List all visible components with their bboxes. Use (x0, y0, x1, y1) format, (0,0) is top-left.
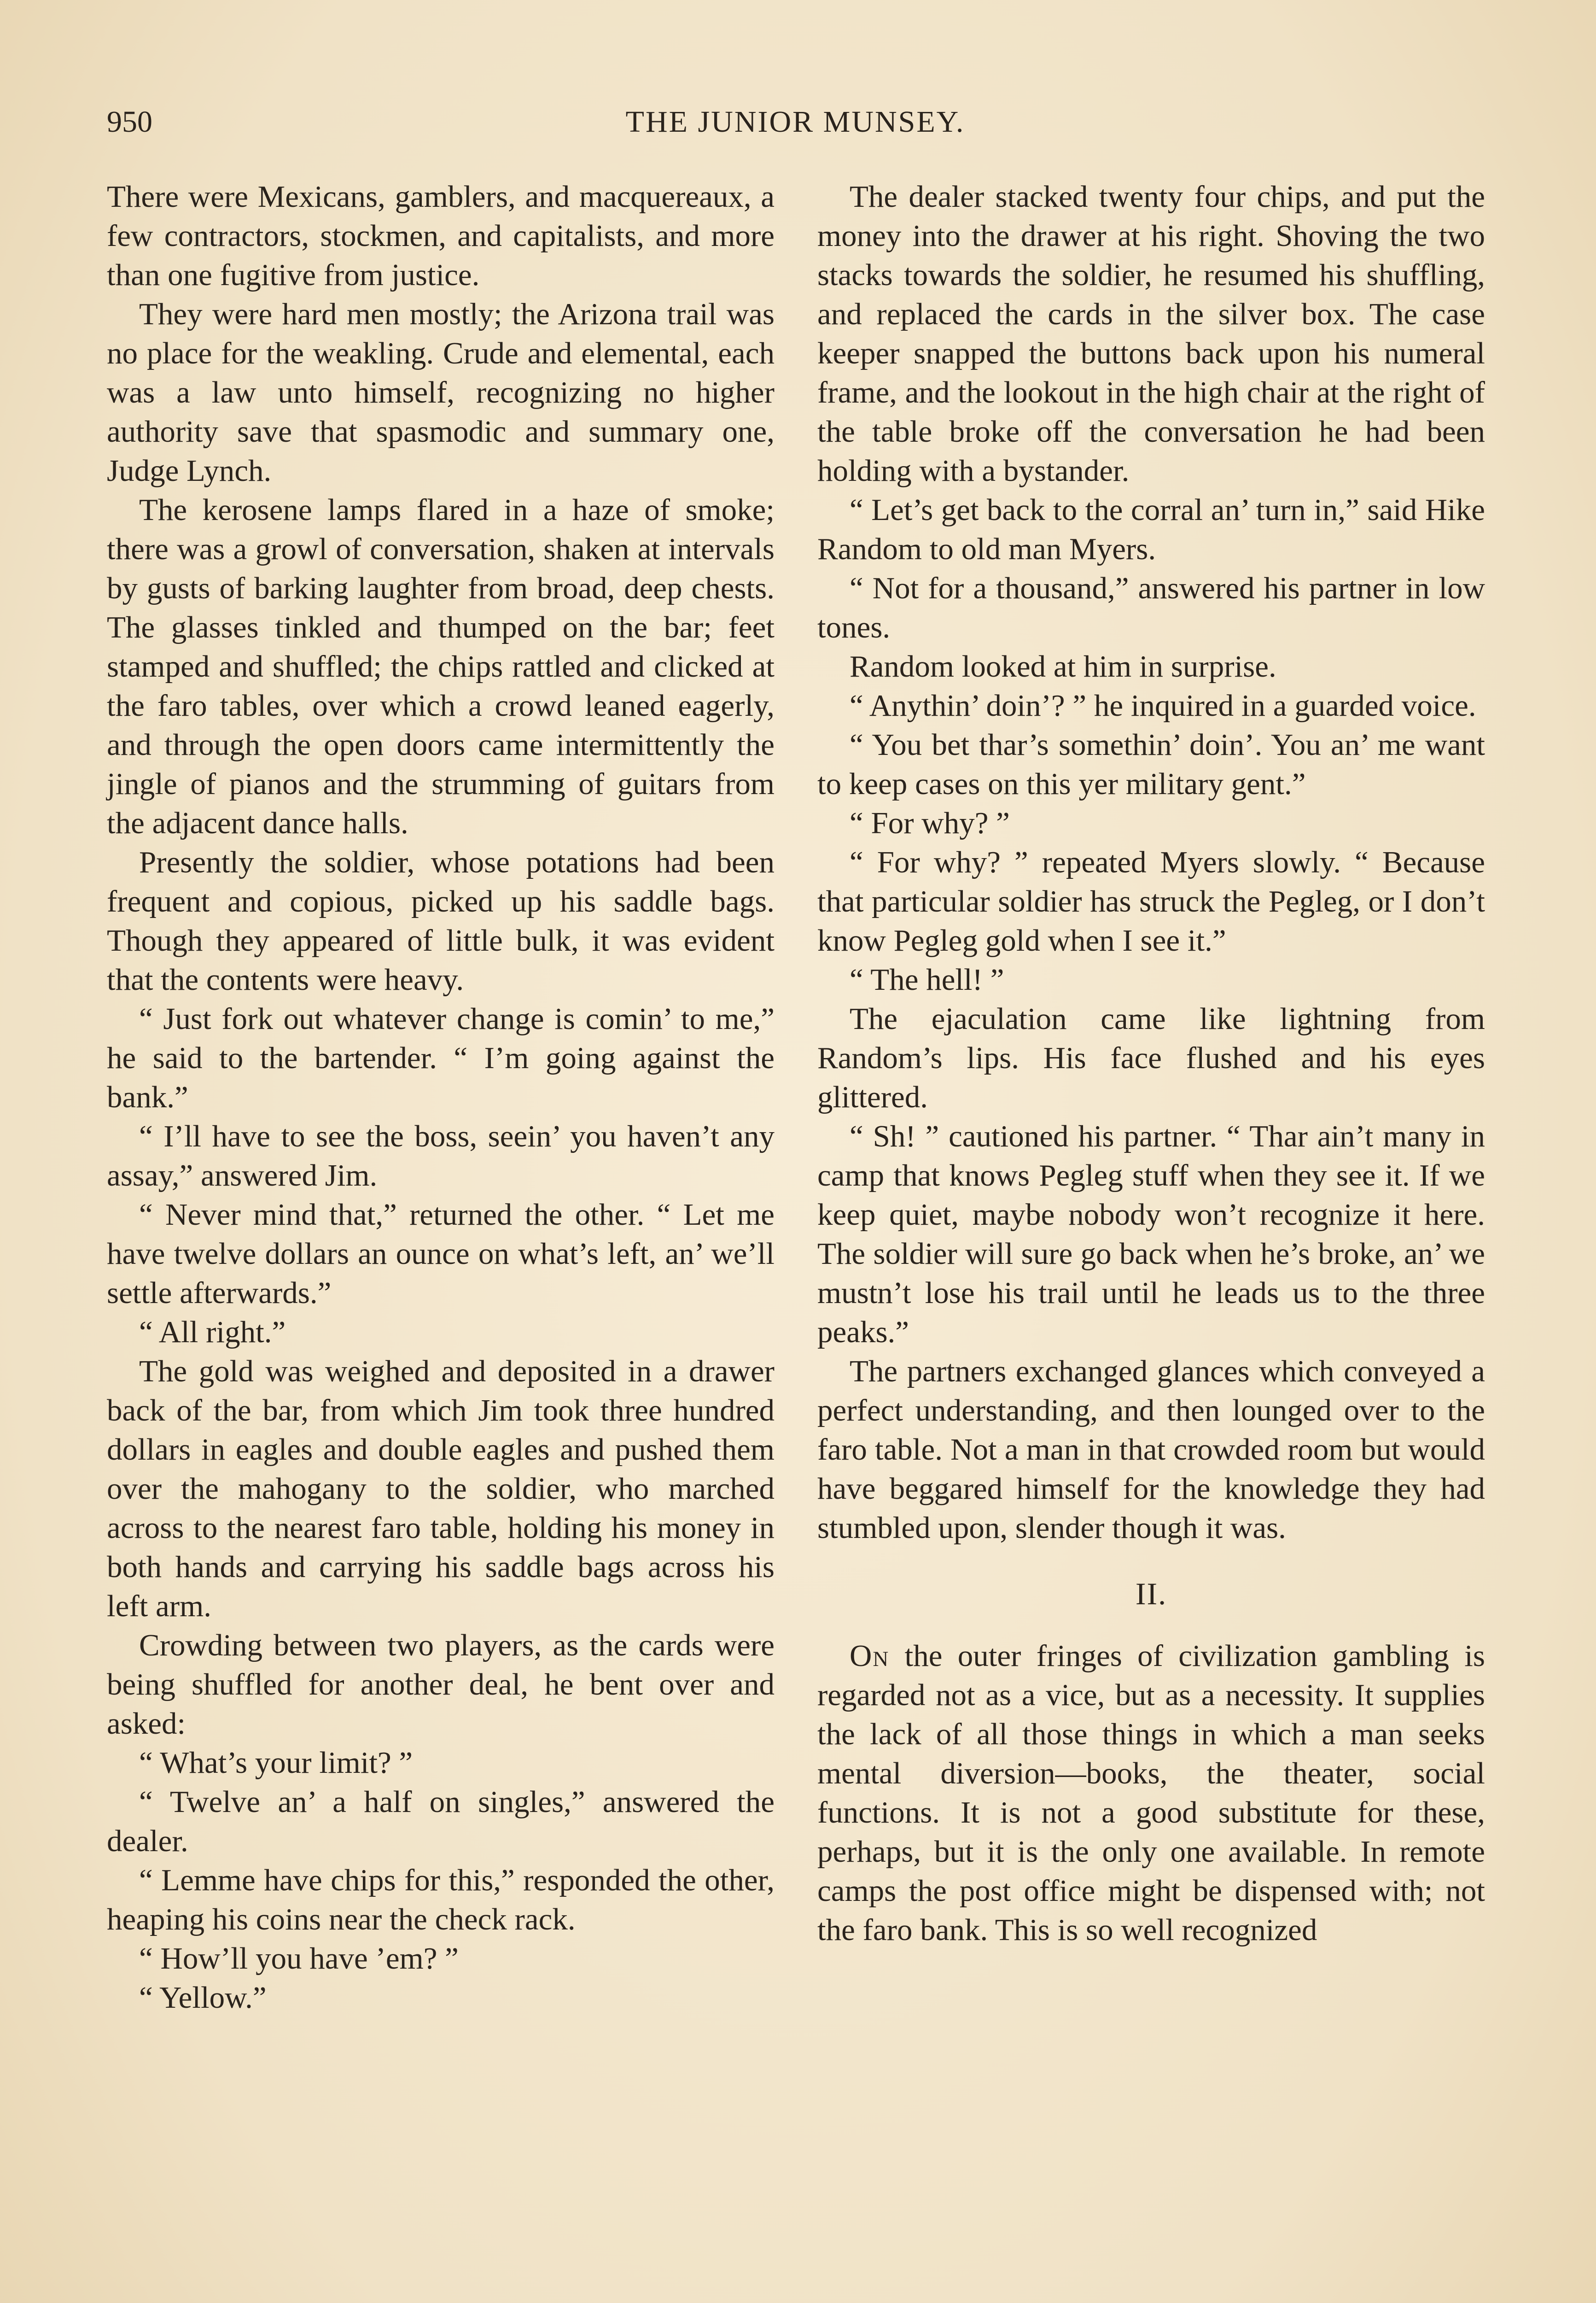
paragraph: “ Anythin’ doin’? ” he inquired in a guarded voice. (850, 689, 1476, 723)
paragraph: “ I’ll have to see the boss, seein’ you haven’t any assay,” answered Jim. (107, 1119, 775, 1192)
paragraph: “ Yellow.” (139, 1981, 267, 2015)
paragraph: “ How’ll you have ’em? ” (139, 1941, 459, 1976)
page-header (107, 99, 1484, 145)
paragraph: Presently the soldier, whose potations had been frequent and copious, picked up his saddle bags. Though they appeared of little bulk, it was evident that the contents were heavy. (107, 845, 775, 997)
paragraph: The gold was weighed and deposited in a drawer back of the bar, from which Jim took three hundred dollars in eagles and double eagles and pushed them over the mahogany to the soldier, who marched across to the nearest faro table, holding his money in both hands and carrying his saddle bags across his left arm. (107, 1354, 775, 1623)
paragraph: “ Let’s get back to the corral an’ turn in,” said Hike Random to old man Myers. (817, 493, 1485, 566)
paragraph: “ Twelve an’ a half on singles,” answered the dealer. (107, 1785, 775, 1858)
paragraph: They were hard men mostly; the Arizona trail was no place for the weakling. Crude and elemental, each was a law unto himself, recognizing no higher authority save that spasmodic and summary one, Judge Lynch. (107, 297, 775, 488)
paragraph: “ Not for a thousand,” answered his partner in low tones. (817, 571, 1485, 644)
lead-word: On (850, 1639, 890, 1673)
paragraph: Random looked at him in surprise. (850, 649, 1276, 684)
paragraph: “ For why? ” repeated Myers slowly. “ Because that particular soldier has struck the Pegleg, or I don’t know Pegleg gold when I see it.” (817, 845, 1485, 958)
page-number: 950 (107, 105, 152, 139)
left-column (107, 177, 775, 2017)
paragraph: “ Just fork out whatever change is comin’ to me,” he said to the bartender. “ I’m going against the bank.” (107, 1002, 775, 1114)
paragraph: The kerosene lamps flared in a haze of smoke; there was a growl of conversation, shaken at intervals by gusts of barking laughter from broad, deep chests. The glasses tinkled and thumped on the bar; feet stamped and shuffled; the chips rattled and clicked at the faro tables, over which a crowd leaned eagerly, and through the open doors came intermittently the jingle of pianos and the strumming of guitars from the adjacent dance halls. (107, 493, 775, 840)
paragraph: “ You bet thar’s somethin’ doin’. You an’ me want to keep cases on this yer military gent.” (817, 728, 1485, 801)
paragraph: “ Never mind that,” returned the other. “ Let me have twelve dollars an ounce on what’s left, an’ we’ll settle afterwards.” (107, 1198, 775, 1310)
section-heading: II. (1135, 1576, 1167, 1611)
paragraph: Crowding between two players, as the cards were being shuffled for another deal, he bent over and asked: (107, 1628, 775, 1741)
paragraph: There were Mexicans, gamblers, and macquereaux, a few contractors, stockmen, and capitalists, and more than one fugitive from justice. (107, 180, 775, 292)
section-opening-paragraph (817, 1637, 1485, 1950)
paragraph: “ For why? ” (850, 806, 1010, 840)
paragraph: “ What’s your limit? ” (139, 1746, 413, 1780)
paragraph-text: the outer fringes of civilization gambling is regarded not as a vice, but as a necessity. It supplies the lack of all those things in which a man seeks mental diversion—books, the theater, social functions. It is not a good substitute for these, perhaps, but it is the only one available. In remote camps the post office might be dispensed with; not the faro bank. This is so well recognized (817, 1639, 1485, 1947)
paragraph: The dealer stacked twenty four chips, and put the money into the drawer at his right. Shoving the two stacks towards the soldier, he resumed his shuffling, and replaced the cards in the silver box. The case keeper snapped the buttons back upon his numeral frame, and the lookout in the high chair at the right of the table broke off the conversation he had been holding with a bystander. (817, 180, 1485, 488)
paragraph: The partners exchanged glances which conveyed a perfect understanding, and then lounged over to the faro table. Not a man in that crowded room but would have beggared himself for the knowledge they had stumbled upon, slender though it was. (817, 1354, 1485, 1545)
paragraph: “ Lemme have chips for this,” responded the other, heaping his coins near the check rack. (107, 1863, 775, 1936)
right-column (817, 177, 1485, 1950)
paragraph: “ Sh! ” cautioned his partner. “ Thar ain’t many in camp that knows Pegleg stuff when they see it. If we keep quiet, maybe nobody won’t recognize it here. The soldier will sure go back when he’s broke, an’ we mustn’t lose his trail until he leads us to the three peaks.” (817, 1119, 1485, 1349)
running-title: THE JUNIOR MUNSEY. (625, 105, 965, 139)
paragraph: “ All right.” (139, 1315, 286, 1349)
paragraph: “ The hell! ” (850, 963, 1004, 997)
paragraph: The ejaculation came like lightning from Random’s lips. His face flushed and his eyes glittered. (817, 1002, 1485, 1114)
